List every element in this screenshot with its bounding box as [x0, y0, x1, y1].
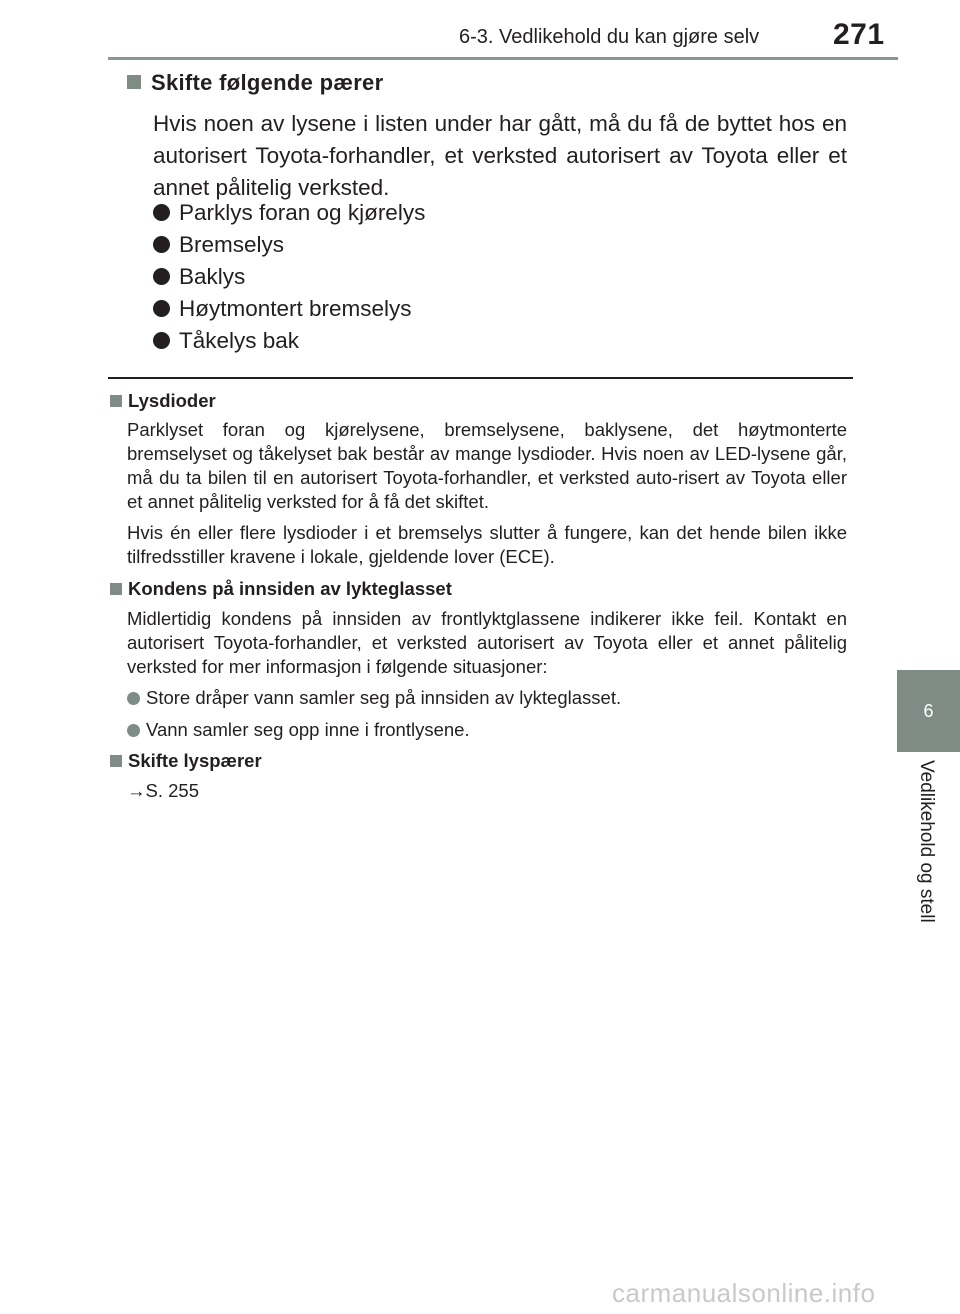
watermark: carmanualsonline.info — [612, 1278, 876, 1308]
chapter-label: Vedlikehold og stell — [916, 760, 937, 923]
note-paragraph: Parklyset foran og kjørelysene, bremselysene, baklysene, det høytmonterte bremselyset og tåkelyset bak består av mange lysdioder. Hvis noen av LED-lysene går, må du ta bilen til en autorisert Toyota-forhandler, et verksted auto-risert av Toyota eller et annet pålitelig verksted for å få det skiftet. — [127, 419, 847, 512]
bullet-icon — [153, 300, 170, 317]
section-title: 6-3. Vedlikehold du kan gjøre selv — [459, 26, 760, 48]
list-item: Bremselys — [153, 229, 425, 261]
list-item: Store dråper vann samler seg på innsiden av lykteglasset. — [127, 686, 621, 710]
note-heading-led: Lysdioder — [110, 390, 216, 412]
square-bullet-icon — [110, 755, 122, 767]
bullet-icon — [127, 724, 140, 737]
main-heading-text: Skifte følgende pærer — [151, 70, 384, 95]
bulb-list — [153, 197, 425, 357]
bullet-icon — [153, 332, 170, 349]
list-item: Høytmontert bremselys — [153, 293, 425, 325]
bullet-icon — [153, 236, 170, 253]
main-heading — [127, 70, 383, 96]
bullet-icon — [153, 204, 170, 221]
page-reference-link[interactable]: →S. 255 — [127, 780, 199, 801]
square-bullet-icon — [110, 395, 122, 407]
note-paragraph: Hvis én eller flere lysdioder i et bremselys slutter å fungere, kan det hende bilen ikke tilfredsstiller kravene i lokale, gjeldende lover (ECE). — [127, 522, 847, 567]
main-paragraph: Hvis noen av lysene i listen under har gått, må du få de byttet hos en autorisert Toyota-forhandler, et verksted autorisert av Toyota eller et annet pålitelig verksted. — [153, 111, 847, 200]
note-heading-bulbs: Skifte lyspærer — [110, 750, 262, 772]
page-number: 271 — [833, 18, 885, 51]
header-rule — [108, 57, 898, 60]
list-item: Tåkelys bak — [153, 325, 425, 357]
list-item: Parklys foran og kjørelys — [153, 197, 425, 229]
chapter-tab[interactable] — [897, 670, 960, 752]
square-bullet-icon — [110, 583, 122, 595]
note-paragraph: Midlertidig kondens på innsiden av frontlyktglassene indikerer ikke feil. Kontakt en autorisert Toyota-forhandler, et verksted autorisert av Toyota eller et annet pålitelig verksted for mer informasjon i følgende situasjoner: — [127, 608, 847, 677]
list-item: Baklys — [153, 261, 425, 293]
note-heading-condensation: Kondens på innsiden av lykteglasset — [110, 578, 452, 600]
bullet-icon — [127, 692, 140, 705]
section-divider — [108, 377, 853, 379]
square-bullet-icon — [127, 75, 141, 89]
chapter-number: 6 — [923, 701, 934, 721]
list-item: Vann samler seg opp inne i frontlysene. — [127, 718, 470, 742]
bullet-icon — [153, 268, 170, 285]
